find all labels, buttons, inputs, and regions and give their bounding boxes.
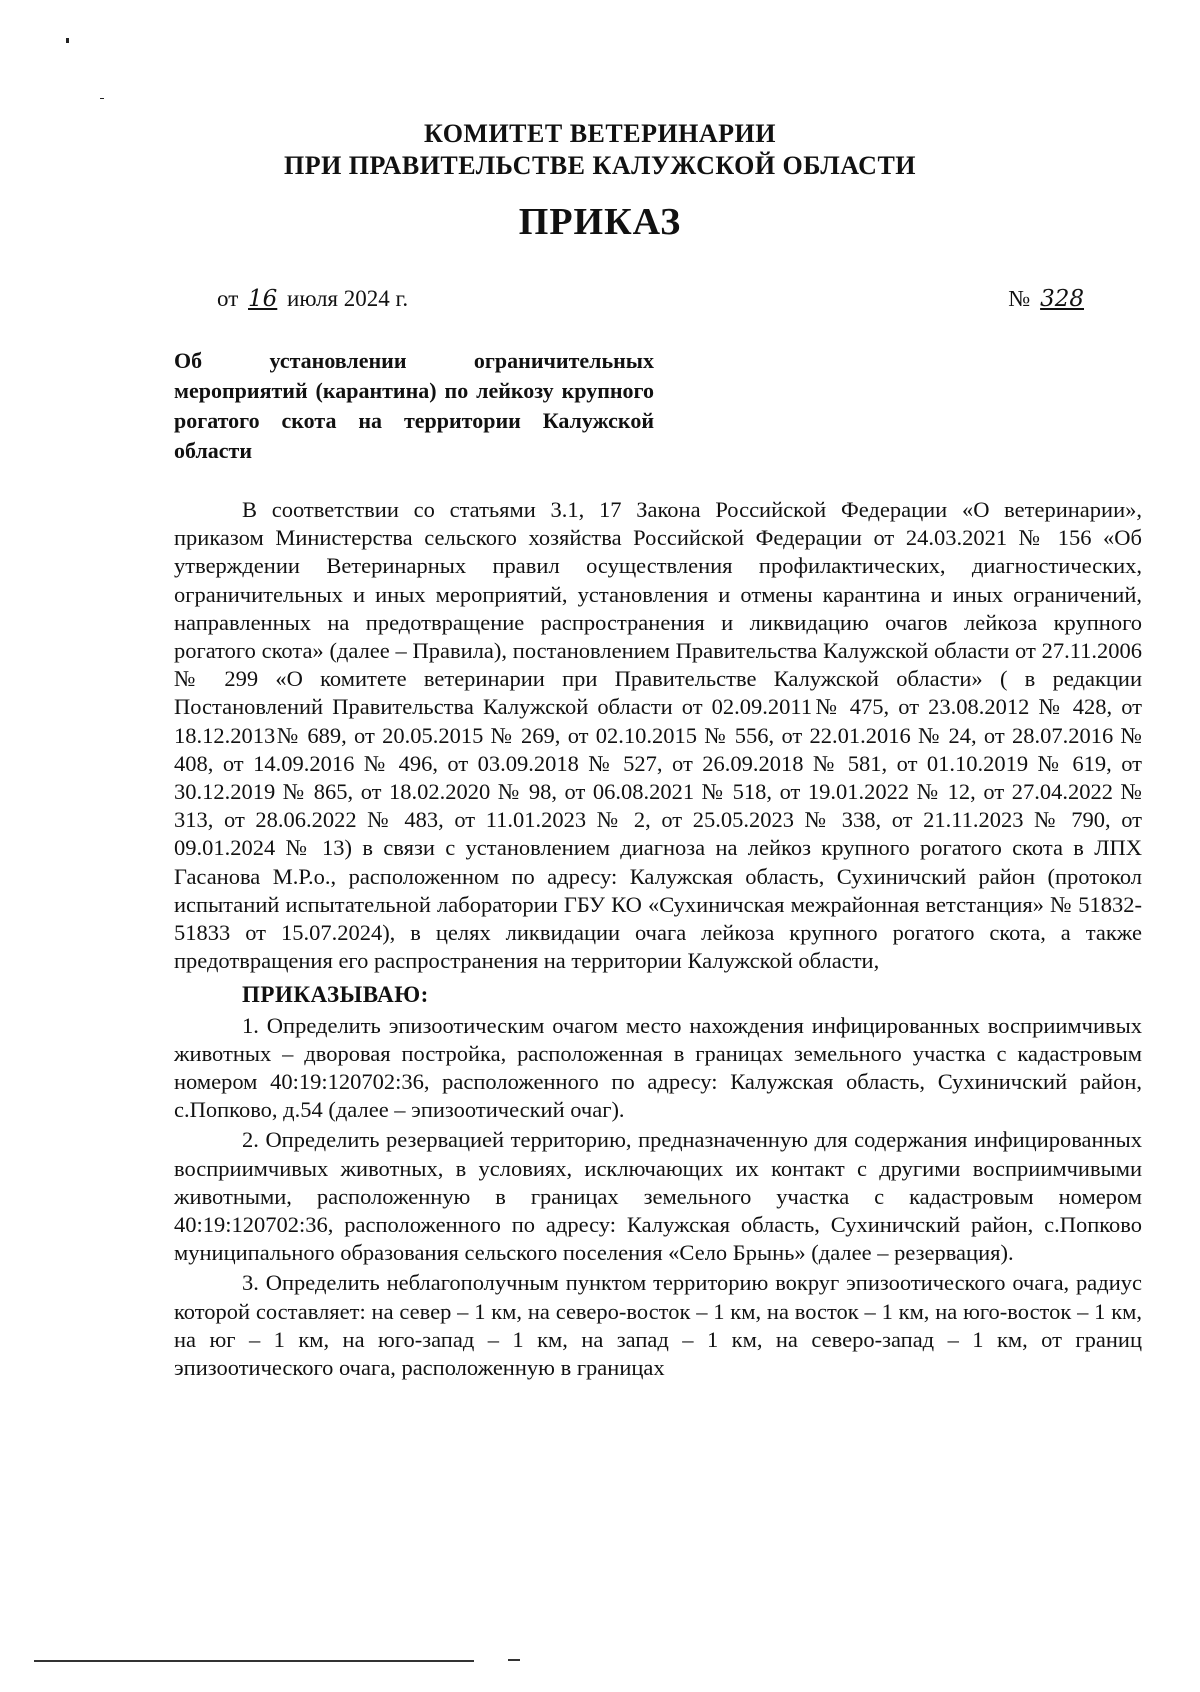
document-subject: Об установлении ограничительных мероприятий (карантина) по лейкозу крупного рогатого скота на территории Калужской области: [174, 348, 654, 463]
order-heading: ПРИКАЗЫВАЮ:: [242, 982, 429, 1008]
number-handwritten: 328: [1040, 286, 1084, 312]
scan-speck: [100, 98, 104, 99]
document-body: [174, 496, 1142, 1382]
order-item-1: 1. Определить эпизоотическим очагом место нахождения инфицированных восприимчивых животных – дворовая постройка, расположенная в границах земельного участка с кадастровым номером 40:19:120702:36, расположенного по адресу: Калужская область, Сухиничский район, с.Попково, д.54 (далее – эпизоотический очаг).: [174, 1012, 1142, 1123]
org-name-line-2: ПРИ ПРАВИТЕЛЬСТВЕ КАЛУЖСКОЙ ОБЛАСТИ: [283, 151, 917, 180]
scan-speck: [66, 38, 69, 43]
date-prefix: от: [217, 286, 239, 311]
order-item-2: 2. Определить резервацией территорию, предназначенную для содержания инфицированных восприимчивых животных, в условиях, исключающих их контакт с другими восприимчивыми животными, расположенную в границах земельного участка с кадастровым номером 40:19:120702:36, расположенного по адресу: Калужская область, Сухиничский район, с.Попково муниципального образования сельского поселения «Село Брынь» (далее – резервация).: [174, 1127, 1142, 1266]
number-prefix: №: [1008, 286, 1031, 311]
order-item-3: 3. Определить неблагополучным пунктом территорию вокруг эпизоотического очага, радиус которой составляет: на север – 1 км, на северо-восток – 1 км, на восток – 1 км, на юго-восток – 1 км, на юг – 1 км, на юго-запад – 1 км, на запад – 1 км, на северо-запад – 1 км, от границ эпизоотического очага, расположенную в границах: [174, 1270, 1142, 1381]
document-number: [1008, 286, 1088, 312]
footer-rule: [34, 1660, 474, 1662]
preamble-paragraph: В соответствии со статьями 3.1, 17 Закона Российской Федерации «О ветеринарии», приказом Министерства сельского хозяйства Российской Федерации от 24.03.2021 № 156 «Об утверждении Ветеринарных правил осуществления профилактических, диагностических, ограничительных и иных мероприятий, установления и отмены карантина и иных ограничений, направленных на предотвращение распространения и ликвидацию очагов лейкоза крупного рогатого скота» (далее – Правила), постановлением Правительства Калужской области от 27.11.2006 № 299 «О комитете ветеринарии при Правительстве Калужской области» ( в редакции Постановлений Правительства Калужской области от 02.09.2011№ 475, от 23.08.2012 № 428, от 18.12.2013№ 689, от 20.05.2015 № 269, от 02.10.2015 № 556, от 22.01.2016 № 24, от 28.07.2016 № 408, от 14.09.2016 № 496, от 03.09.2018 № 527, от 26.09.2018 № 581, от 01.10.2019 № 619, от 30.12.2019 № 865, от 18.02.2020 № 98, от 06.08.2021 № 518, от 19.01.2022 № 12, от 27.04.2022 № 313, от 28.06.2022 № 483, от 11.01.2023 № 2, от 25.05.2023 № 338, от 21.11.2023 № 790, от 09.01.2024 № 13) в связи с установлением диагноза на лейкоз крупного рогатого скота в ЛПХ Гасанова М.Р.о., расположенном по адресу: Калужская область, Сухиничский район (протокол испытаний испытательной лаборатории ГБУ КО «Сухиничская межрайонная ветстанция» № 51832-51833 от 15.07.2024), в целях ликвидации очага лейкоза крупного рогатого скота, а также предотвращения его распространения на территории Калужской области,: [174, 497, 1142, 974]
document-type: ПРИКАЗ: [518, 201, 682, 243]
date-day-handwritten: 16: [248, 286, 278, 312]
org-name-line-1: КОМИТЕТ ВЕТЕРИНАРИИ: [423, 119, 777, 148]
date-rest: июля 2024 г.: [287, 286, 409, 311]
document-header: [0, 118, 1200, 244]
footer-dash: [508, 1659, 520, 1661]
document-date: [217, 286, 408, 312]
